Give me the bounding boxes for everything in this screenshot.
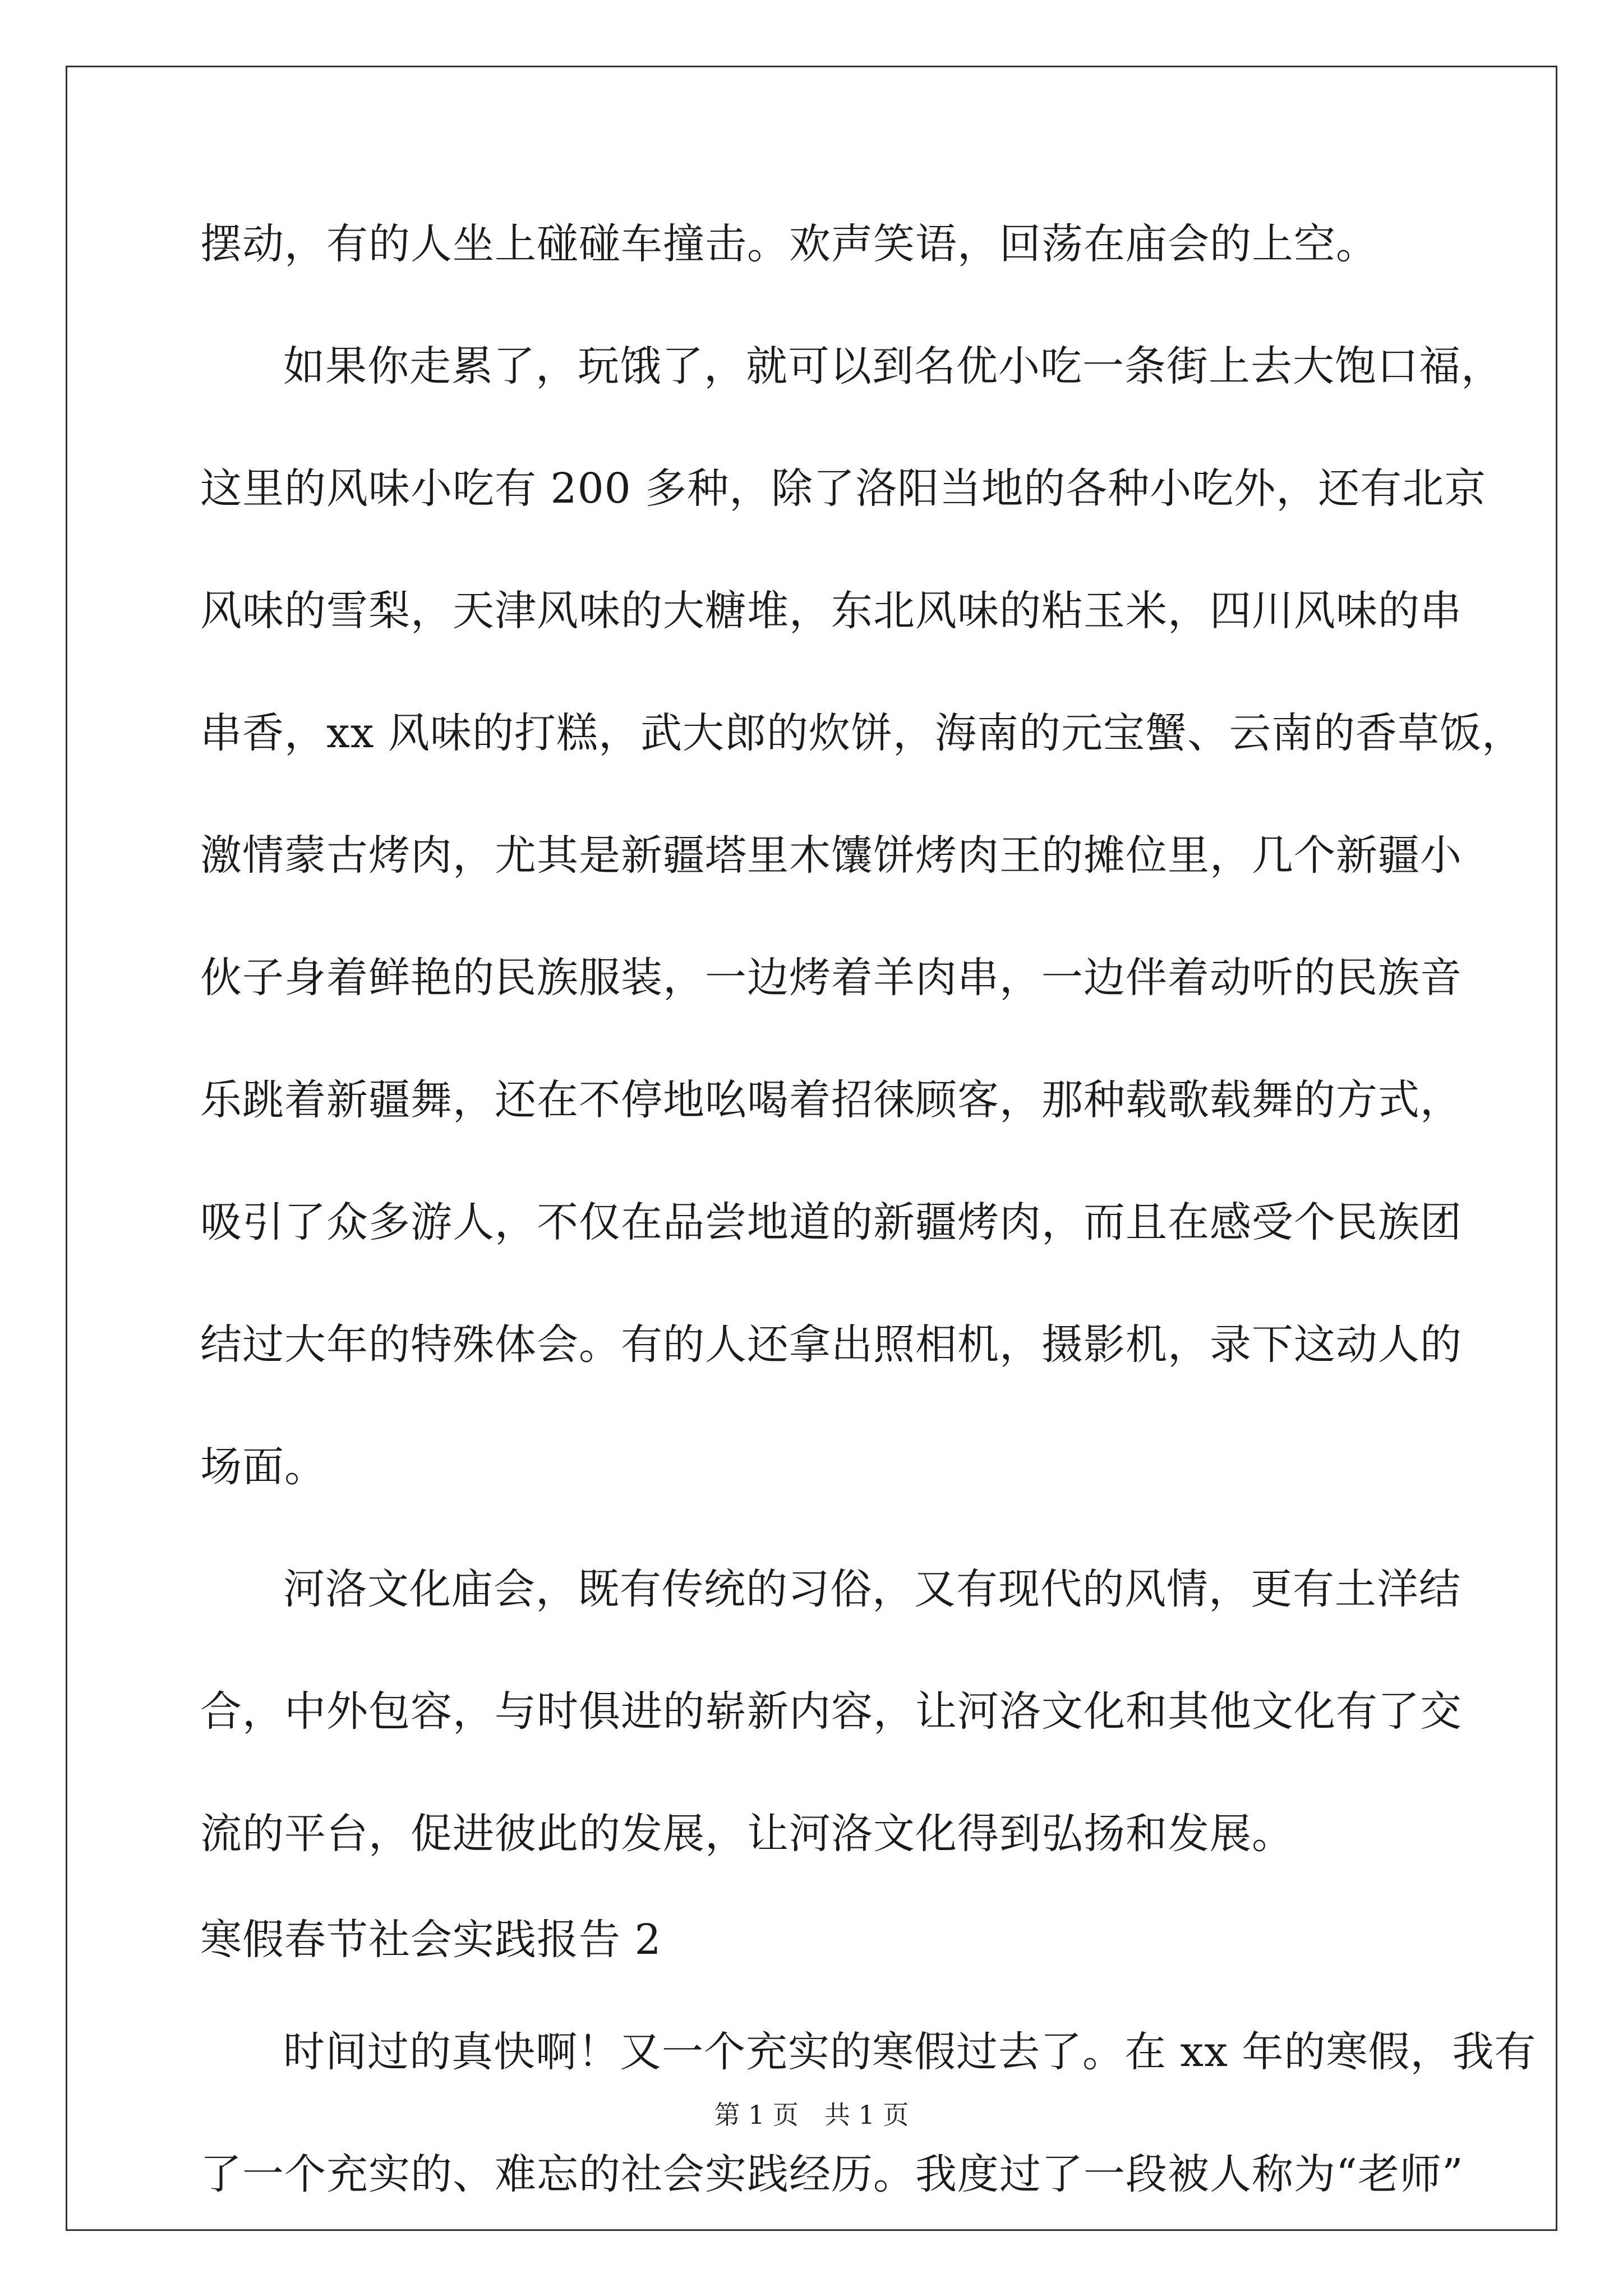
text-line: 场面。 bbox=[200, 1443, 326, 1491]
text-line: 串香，xx 风味的打糕，武大郎的炊饼，海南的元宝蟹、云南的香草饭， bbox=[200, 709, 1524, 757]
text-line: 伙子身着鲜艳的民族服装，一边烤着羊肉串，一边伴着动听的民族音 bbox=[200, 954, 1462, 1002]
text-line: 这里的风味小吃有 200 多种，除了洛阳当地的各种小吃外，还有北京 bbox=[200, 464, 1487, 513]
text-line: 风味的雪梨，天津风味的大糖堆，东北风味的粘玉米，四川风味的串 bbox=[200, 587, 1462, 635]
text-line: 激情蒙古烤肉，尤其是新疆塔里木馕饼烤肉王的摊位里，几个新疆小 bbox=[200, 831, 1462, 880]
text-line: 如果你走累了，玩饿了，就可以到名优小吃一条街上去大饱口福， bbox=[283, 342, 1503, 390]
text-line: 结过大年的特殊体会。有的人还拿出照相机，摄影机，录下这动人的 bbox=[200, 1320, 1462, 1369]
text-line: 乐跳着新疆舞，还在不停地吆喝着招徕顾客，那种载歌载舞的方式， bbox=[200, 1076, 1462, 1124]
text-line: 时间过的真快啊！又一个充实的寒假过去了。在 xx 年的寒假，我有 bbox=[283, 2028, 1537, 2076]
text-line: 河洛文化庙会，既有传统的习俗，又有现代的风情，更有土洋结 bbox=[283, 1565, 1461, 1613]
text-line: 合，中外包容，与时俱进的崭新内容，让河洛文化和其他文化有了交 bbox=[200, 1687, 1462, 1736]
page-footer: 第 1 页 共 1 页 bbox=[714, 2100, 909, 2130]
text-line: 了一个充实的、难忘的社会实践经历。我度过了一段被人称为“老师” bbox=[200, 2150, 1464, 2198]
text-line: 摆动，有的人坐上碰碰车撞击。欢声笑语，回荡在庙会的上空。 bbox=[200, 220, 1378, 268]
text-line: 流的平台，促进彼此的发展，让河洛文化得到弘扬和发展。 bbox=[200, 1810, 1294, 1858]
section-heading: 寒假春节社会实践报告 2 bbox=[200, 1916, 662, 1964]
text-line: 吸引了众多游人，不仅在品尝地道的新疆烤肉，而且在感受个民族团 bbox=[200, 1198, 1462, 1246]
